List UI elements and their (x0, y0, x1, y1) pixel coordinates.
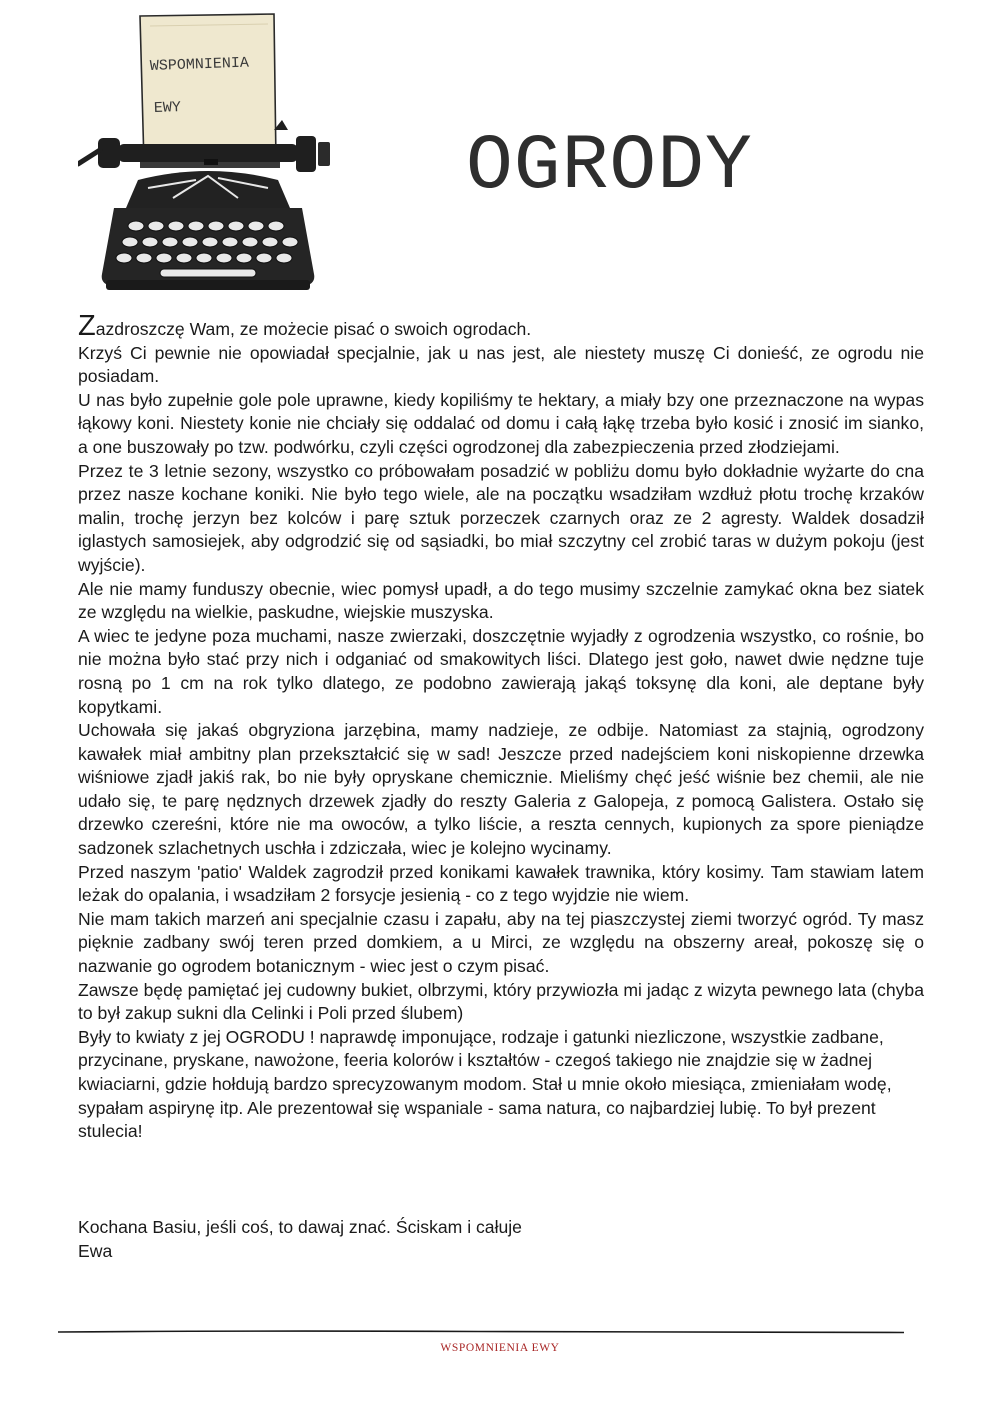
letter-paragraph: Przez te 3 letnie sezony, wszystko co próbowałam posadzić w pobliżu domu było dokładnie wyżarte do cna przez nasze kochane koniki. Nie było tego wiele, ale na początku wsadziłam wzdłuż płotu trochę krzaków malin, trochę jerzyn bez kolców i parę sztuk porzeczek czarnych oraz ze 2 agresty. Waldek dosadził iglastych samosiejek, aby odgrodzić się od sąsiadki, bo miał szczytny cel zrobić taras w dużym pokoju (jest wyjście). (78, 460, 924, 575)
letter-paragraph: Krzyś Ci pewnie nie opowiadał specjalnie, jak u nas jest, ale niestety muszę Ci donieść, ze ogrodu nie posiadam. (78, 342, 924, 387)
letter-paragraph: Przed naszym 'patio' Waldek zagrodził przed konikami kawałek trawnika, który kosimy. Tam stawiam latem leżak do opalania, i wsadziłam 2 forsycje jesienią - co z tego wyjdzie nie wiem. (78, 861, 924, 906)
letter-paragraph: Były to kwiaty z jej OGRODU ! naprawdę imponujące, rodzaje i gatunki niezliczone, wszystkie zadbane, przycinane, pryskane, nawożone, feeria kolorów i kształtów - czegoś takiego nie znajdzie się w żadnej kwiaciarni, gdzie hołdują bardzo sprecyzowanym modom. Stał u mnie około miesiąca, zmieniałam wodę, sypałam aspirynę itp. Ale prezentował się wspaniale - sama natura, co najbardziej lubię. To był prezent stulecia! (78, 1026, 892, 1142)
letter-paragraph (78, 310, 924, 342)
paragraph-text: azdroszczę Wam, ze możecie pisać o swoich ogrodach. (95, 319, 532, 339)
typewriter-logo (78, 12, 338, 297)
paper-title-line2: EWY (153, 99, 182, 117)
letter-paragraph: Nie mam takich marzeń ani specjalnie czasu i zapału, aby na tej piaszczystej ziemi tworzyć ogród. Ty masz pięknie zadbany swój teren przed domkiem, a u Mirci, ze względu na obszerny areał, pokoszę się o nazwanie go ogrodem botanicznym - wiec jest o czym pisać. (78, 908, 924, 977)
letter-closing (78, 1216, 522, 1263)
drop-cap: Z (78, 310, 96, 342)
footer-title: WSPOMNIENIA EWY (440, 1342, 560, 1354)
letter-body (78, 310, 924, 1144)
closing-line: Kochana Basiu, jeśli coś, to dawaj znać. Ściskam i całuje (78, 1217, 522, 1237)
page-title: OGRODY (466, 123, 753, 211)
letter-paragraph: Zawsze będę pamiętać jej cudowny bukiet, olbrzymi, który przywiozła mi jadąc z wizyta pewnego lata (chyba to był zakup sukni dla Celinki i Poli przed ślubem) (78, 979, 924, 1024)
letter-paragraph: U nas było zupełnie gole pole uprawne, kiedy kopiliśmy te hektary, a miały bzy one przeznaczone na wypas łąkowy koni. Niestety konie nie chciały się oddalać od domu i całą łąkę trzeba było kosić i znosić im sianko, a one buszowały po tzw. podwórku, czyli części ogrodzonej dla zabezpieczenia przed złodziejami. (78, 389, 924, 457)
signature: Ewa (78, 1240, 113, 1261)
footer-divider (58, 1328, 904, 1336)
letter-paragraph: A wiec te jedyne poza muchami, nasze zwierzaki, doszczętnie wyjadły z ogrodzenia wszystko, co rośnie, bo nie można było stać przy nich i odganiać od smakowitych liści. Dlatego jest goło, nawet dwie nędzne tuje rosną po 1 cm na rok tylko dlatego, ze podobno zawierają jakąś toksynę dla koni, ale deptane były kopytkami. (78, 625, 924, 717)
paper-title-line1: WSPOMNIENIA (149, 54, 250, 75)
letter-paragraph: Ale nie mamy funduszy obecnie, wiec pomysł upadł, a do tego musimy szczelnie zamykać okna bez siatek ze względu na wielkie, paskudne, wiejskie muszyska. (78, 578, 924, 623)
letter-paragraph: Uchowała się jakaś obgryziona jarzębina, mamy nadzieje, ze odbije. Natomiast za stajnią, ogrodzony kawałek miał ambitny plan przekształcić się w sad! Jeszcze przed nadejściem koni niskopienne drzewka wiśniowe zjadł jakiś rak, bo nie były opryskane chemicznie. Mieliśmy chęć jeść wiśnie bez chemii, ale nie udało się, te parę nędznych drzewek zjadły do reszty Galeria z Galopeja, z pomocą Galistera. Ostało się drzewko czereśni, które nie ma owoców, a tylko liście, a reszta cennych, kupionych za spore pieniądze sadzonek szlachetnych uschła i zdziczała, wiec je kolejno wycinamy. (78, 720, 924, 859)
typewriter-icon (78, 14, 330, 290)
